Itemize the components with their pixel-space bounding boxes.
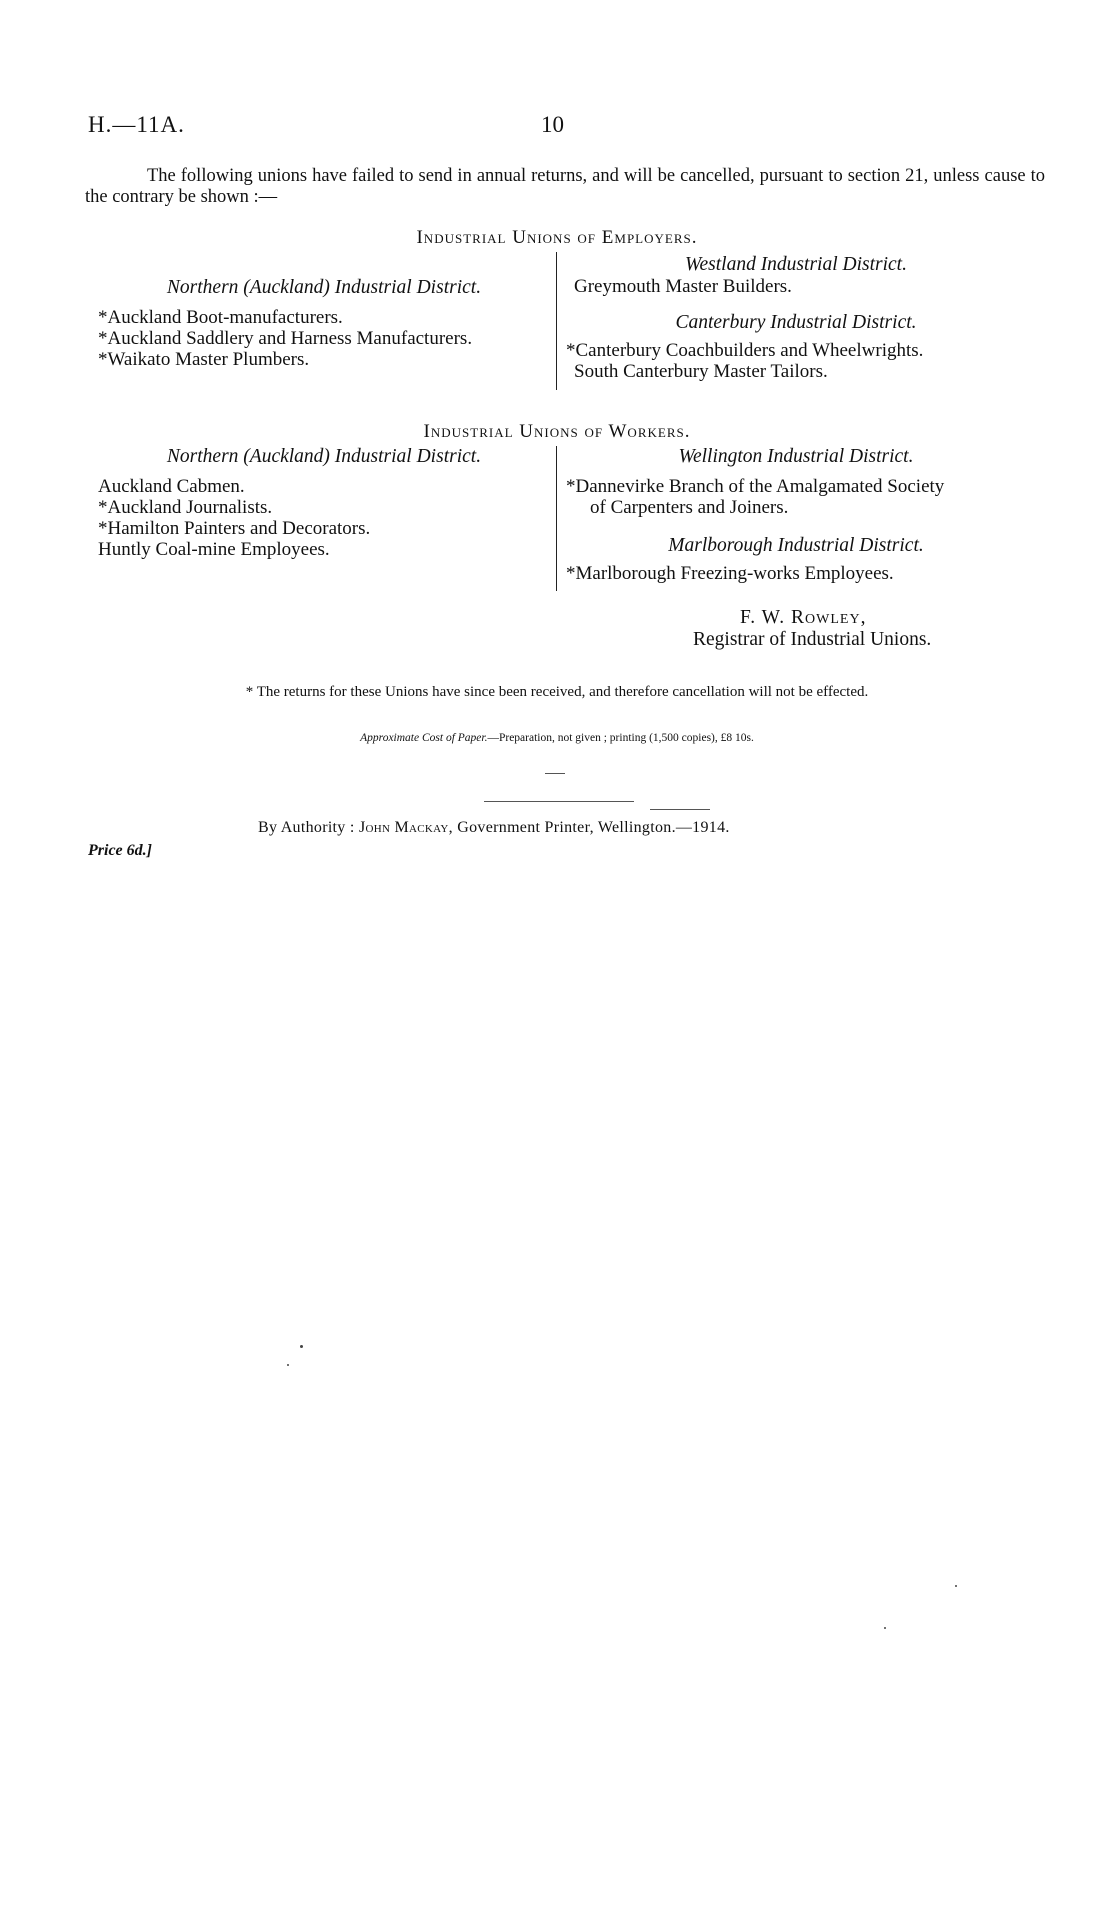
employers-section-title: Industrial Unions of Employers. — [416, 227, 698, 248]
list-item: Auckland Cabmen. — [98, 476, 245, 497]
footnote: * The returns for these Unions have since been received, and therefore cancellation will not be effected. — [245, 684, 869, 700]
page-number: 10 — [541, 112, 564, 137]
district-heading: Northern (Auckland) Industrial District. — [166, 277, 482, 298]
signature-title: Registrar of Industrial Unions. — [693, 629, 932, 650]
list-item: *Dannevirke Branch of the Amalgamated Society — [566, 476, 945, 497]
scan-speck — [300, 1345, 303, 1348]
list-item: *Auckland Saddlery and Harness Manufacturers. — [98, 328, 473, 349]
scan-speck — [955, 1585, 957, 1587]
cost-line — [0, 732, 1114, 744]
employers-right-column — [566, 253, 1026, 382]
list-item: *Hamilton Painters and Decorators. — [98, 518, 371, 539]
price-note: Price 6d.] — [88, 842, 152, 859]
intro-paragraph: The following unions have failed to send in annual returns, and will be cancelled, pursuant to section 21, unless cause to the contrary be shown :— — [85, 166, 1045, 207]
list-item: South Canterbury Master Tailors. — [574, 361, 828, 382]
list-item: *Canterbury Coachbuilders and Wheelwrights. — [566, 340, 924, 361]
district-heading: Westland Industrial District. — [685, 254, 907, 275]
district-heading: Marlborough Industrial District. — [668, 535, 924, 556]
district-heading: Northern (Auckland) Industrial District. — [166, 446, 482, 467]
column-divider — [556, 446, 557, 591]
scan-speck — [287, 1364, 289, 1366]
column-divider — [556, 252, 557, 390]
district-heading: Canterbury Industrial District. — [675, 312, 917, 333]
imprint-prefix: By Authority : — [258, 819, 355, 836]
short-rule — [545, 773, 565, 774]
document-reference: H.—11A. — [88, 112, 185, 137]
list-item: *Auckland Boot-manufacturers. — [98, 307, 343, 328]
district-heading: Wellington Industrial District. — [678, 446, 914, 467]
scan-speck — [884, 1627, 886, 1629]
cost-label: Approximate Cost of Paper. — [360, 732, 488, 744]
cost-text: —Preparation, not given ; printing (1,500 copies), £8 10s. — [487, 732, 754, 744]
list-item: Greymouth Master Builders. — [574, 276, 792, 297]
workers-right-column — [566, 445, 1026, 584]
imprint-printer: John Mackay, — [358, 819, 453, 836]
list-item: *Marlborough Freezing-works Employees. — [566, 563, 894, 584]
list-item: *Auckland Journalists. — [98, 497, 273, 518]
workers-left-column — [98, 445, 550, 560]
list-item: of Carpenters and Joiners. — [590, 497, 789, 518]
list-item: Huntly Coal-mine Employees. — [98, 539, 330, 560]
imprint-rule-faint — [650, 809, 710, 810]
workers-section-title: Industrial Unions of Workers. — [423, 421, 691, 442]
list-item: *Waikato Master Plumbers. — [98, 349, 310, 370]
printer-imprint — [258, 819, 730, 837]
employers-left-column — [98, 276, 550, 370]
imprint-suffix: Government Printer, Wellington.—1914. — [457, 819, 730, 836]
imprint-rule — [484, 801, 634, 802]
signature-name: F. W. Rowley, — [740, 607, 867, 628]
